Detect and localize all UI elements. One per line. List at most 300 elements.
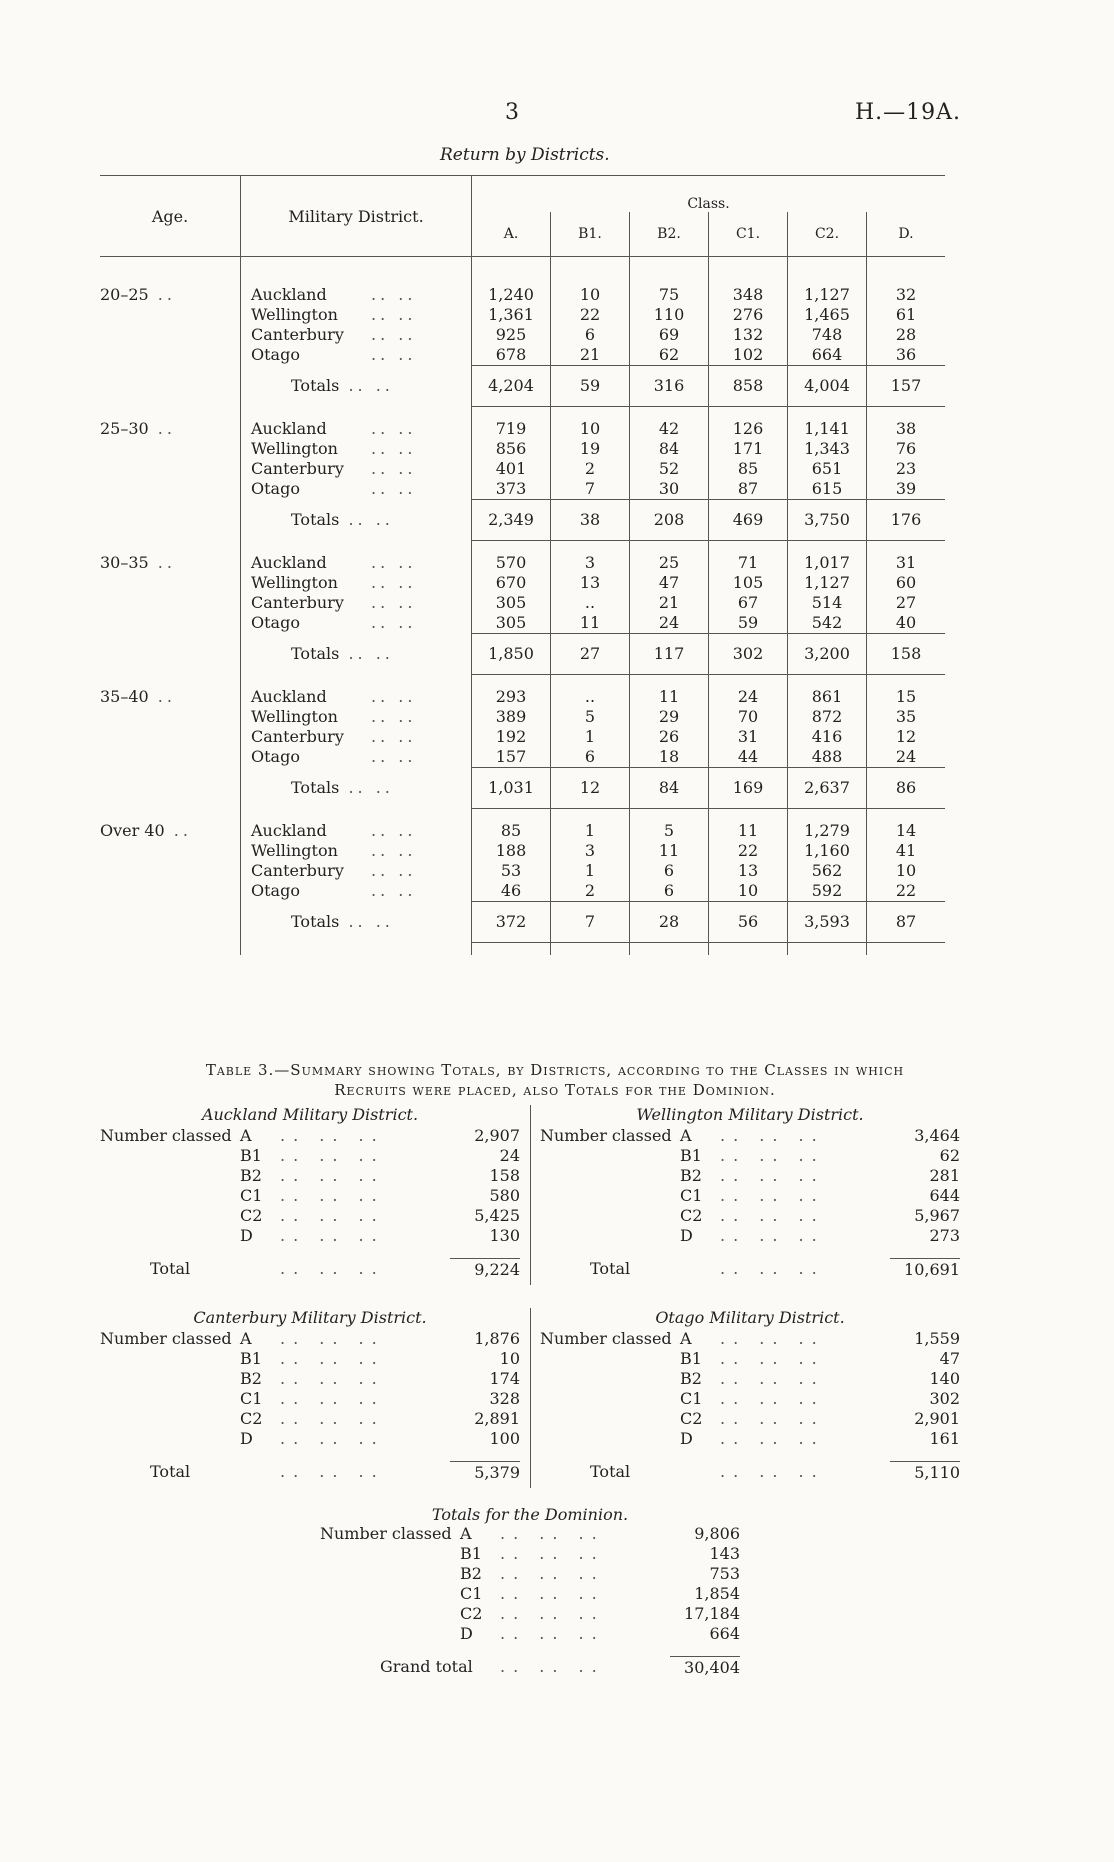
gap-row bbox=[100, 541, 945, 554]
district-cell bbox=[241, 707, 472, 727]
totals-value: 27 bbox=[551, 634, 630, 675]
grand-total-label: Grand total bbox=[380, 1657, 473, 1676]
value-cell: 348 bbox=[709, 285, 788, 305]
class-label: C1 bbox=[680, 1389, 703, 1408]
value-cell: 615 bbox=[788, 479, 867, 500]
value-cell: 5 bbox=[551, 707, 630, 727]
age-cell bbox=[100, 345, 241, 366]
table-row bbox=[100, 305, 945, 325]
value-cell: 10 bbox=[551, 285, 630, 305]
value-cell: 59 bbox=[709, 613, 788, 634]
value-cell: 373 bbox=[472, 479, 551, 500]
value-cell: 651 bbox=[788, 459, 867, 479]
age-cell bbox=[100, 707, 241, 727]
total-label: Total bbox=[590, 1462, 631, 1481]
table-row bbox=[100, 479, 945, 500]
number-classed-label bbox=[540, 1369, 680, 1389]
gap-cell bbox=[630, 809, 709, 822]
class-value: 100 bbox=[489, 1429, 520, 1448]
class-value: 281 bbox=[929, 1166, 960, 1185]
table-row bbox=[100, 861, 945, 881]
number-classed-label: Number classed bbox=[320, 1524, 452, 1543]
spacer-cell bbox=[788, 257, 867, 286]
gap-row bbox=[100, 943, 945, 956]
class-value: 5,967 bbox=[914, 1206, 960, 1225]
class-label: C2 bbox=[240, 1206, 263, 1225]
class-label: C2 bbox=[680, 1206, 703, 1225]
age-cell-empty bbox=[100, 634, 241, 675]
value-cell: 748 bbox=[788, 325, 867, 345]
summary-line bbox=[100, 1369, 520, 1389]
value-cell: 26 bbox=[630, 727, 709, 747]
age-cell bbox=[100, 439, 241, 459]
totals-value: 86 bbox=[867, 768, 946, 809]
value-cell: 3 bbox=[551, 553, 630, 573]
value-cell: 10 bbox=[867, 861, 946, 881]
summary-line bbox=[540, 1369, 960, 1389]
class-column-header: A. bbox=[472, 212, 551, 257]
value-cell: 24 bbox=[867, 747, 946, 768]
class-value: 580 bbox=[489, 1186, 520, 1205]
page-number: 3 bbox=[505, 100, 519, 125]
class-label: C1 bbox=[680, 1186, 703, 1205]
district-cell bbox=[241, 593, 472, 613]
class-label: B1 bbox=[680, 1146, 702, 1165]
summary-line bbox=[540, 1349, 960, 1369]
gap-cell bbox=[472, 541, 551, 554]
value-cell: 157 bbox=[472, 747, 551, 768]
value-cell: 389 bbox=[472, 707, 551, 727]
value-cell: 22 bbox=[867, 881, 946, 902]
grand-total-line bbox=[320, 1656, 740, 1678]
number-classed-label bbox=[540, 1429, 680, 1449]
value-cell: 11 bbox=[551, 613, 630, 634]
value-cell: 856 bbox=[472, 439, 551, 459]
summary-title bbox=[130, 1060, 980, 1100]
table-row bbox=[100, 841, 945, 861]
totals-label-cell bbox=[241, 500, 472, 541]
class-column-header: B2. bbox=[630, 212, 709, 257]
value-cell: 21 bbox=[630, 593, 709, 613]
number-classed-label bbox=[100, 1186, 240, 1206]
class-value: 664 bbox=[709, 1624, 740, 1643]
totals-value: 176 bbox=[867, 500, 946, 541]
district-name: Wellington bbox=[251, 841, 338, 860]
number-classed-label bbox=[320, 1624, 460, 1644]
value-cell: 42 bbox=[630, 419, 709, 439]
leader-dots: .. .. .. bbox=[280, 1429, 385, 1448]
class-label: B2 bbox=[460, 1564, 482, 1583]
totals-label: Totals bbox=[291, 509, 340, 529]
dominion-line bbox=[320, 1524, 740, 1544]
leader-dots: .. .. bbox=[371, 593, 417, 612]
value-cell: 85 bbox=[472, 821, 551, 841]
leader-dots: .. .. .. bbox=[720, 1186, 825, 1205]
district-cell bbox=[241, 841, 472, 861]
district-cell bbox=[241, 345, 472, 366]
summary-title-line2: Recruits were placed, also Totals for the Dominion. bbox=[334, 1081, 776, 1099]
class-value: 273 bbox=[929, 1226, 960, 1245]
gap-cell bbox=[788, 407, 867, 420]
class-value: 17,184 bbox=[684, 1604, 740, 1623]
number-classed-label bbox=[100, 1429, 240, 1449]
class-label: B1 bbox=[680, 1349, 702, 1368]
district-name: Otago bbox=[251, 613, 300, 632]
leader-dots: .. .. .. bbox=[720, 1409, 825, 1428]
value-cell: 85 bbox=[709, 459, 788, 479]
gap-cell bbox=[241, 809, 472, 822]
value-cell: 32 bbox=[867, 285, 946, 305]
class-label: D bbox=[460, 1624, 473, 1643]
leader-dots: .. .. .. bbox=[280, 1462, 385, 1481]
spacer-cell bbox=[100, 257, 241, 286]
summary-line bbox=[100, 1126, 520, 1146]
gap-cell bbox=[241, 943, 472, 956]
leader-dots: .. .. .. bbox=[280, 1349, 385, 1368]
summary-line bbox=[100, 1206, 520, 1226]
value-cell: 23 bbox=[867, 459, 946, 479]
value-cell: 872 bbox=[788, 707, 867, 727]
leader-dots: .. .. .. bbox=[720, 1146, 825, 1165]
gap-cell bbox=[867, 809, 946, 822]
value-cell: 664 bbox=[788, 345, 867, 366]
district-name: Otago bbox=[251, 747, 300, 766]
value-cell: 110 bbox=[630, 305, 709, 325]
summary-line bbox=[100, 1166, 520, 1186]
table-row bbox=[100, 727, 945, 747]
summary-line bbox=[100, 1349, 520, 1369]
value-cell: 87 bbox=[709, 479, 788, 500]
value-cell: 1,127 bbox=[788, 285, 867, 305]
leader-dots: .. .. bbox=[339, 375, 394, 395]
leader-dots: .. .. .. bbox=[720, 1126, 825, 1145]
leader-dots: .. .. .. bbox=[280, 1146, 385, 1165]
leader-dots: .. .. .. bbox=[280, 1259, 385, 1278]
class-value: 24 bbox=[499, 1146, 520, 1165]
totals-value: 316 bbox=[630, 366, 709, 407]
totals-value: 158 bbox=[867, 634, 946, 675]
class-column-header: C2. bbox=[788, 212, 867, 257]
value-cell: 84 bbox=[630, 439, 709, 459]
gap-cell bbox=[472, 943, 551, 956]
spacer-cell bbox=[551, 257, 630, 286]
district-name: Auckland Military District. bbox=[201, 1105, 419, 1124]
class-value: 158 bbox=[489, 1166, 520, 1185]
gap-cell bbox=[630, 407, 709, 420]
class-value: 143 bbox=[709, 1544, 740, 1563]
value-cell: 12 bbox=[867, 727, 946, 747]
page-reference: H.—19A. bbox=[855, 100, 962, 125]
totals-value: 4,004 bbox=[788, 366, 867, 407]
number-classed-label bbox=[100, 1166, 240, 1186]
gap-cell bbox=[867, 541, 946, 554]
number-classed-label bbox=[540, 1389, 680, 1409]
value-cell: 2 bbox=[551, 459, 630, 479]
value-cell: 102 bbox=[709, 345, 788, 366]
class-label: C1 bbox=[240, 1389, 263, 1408]
district-name: Otago Military District. bbox=[655, 1308, 845, 1327]
leader-dots: .. bbox=[164, 821, 192, 840]
dominion-line bbox=[320, 1544, 740, 1564]
gap-cell bbox=[472, 809, 551, 822]
totals-value: 469 bbox=[709, 500, 788, 541]
table-row bbox=[100, 553, 945, 573]
number-classed-label bbox=[320, 1584, 460, 1604]
district-cell bbox=[241, 553, 472, 573]
district-name: Auckland bbox=[251, 285, 327, 304]
leader-dots: .. .. .. bbox=[720, 1462, 825, 1481]
district-cell bbox=[241, 459, 472, 479]
age-cell bbox=[100, 881, 241, 902]
totals-value: 12 bbox=[551, 768, 630, 809]
dominion-line bbox=[320, 1584, 740, 1604]
value-cell: 11 bbox=[630, 841, 709, 861]
district-name: Wellington bbox=[251, 573, 338, 592]
value-cell: 6 bbox=[551, 747, 630, 768]
gap-cell bbox=[241, 407, 472, 420]
age-cell-empty bbox=[100, 768, 241, 809]
leader-dots: .. .. .. bbox=[500, 1604, 605, 1623]
value-cell: 11 bbox=[630, 687, 709, 707]
value-cell: 30 bbox=[630, 479, 709, 500]
district-name: Auckland bbox=[251, 687, 327, 706]
leader-dots: .. .. .. bbox=[280, 1186, 385, 1205]
value-cell: 171 bbox=[709, 439, 788, 459]
class-value: 10 bbox=[499, 1349, 520, 1368]
value-cell: 10 bbox=[551, 419, 630, 439]
age-cell: 20–25 .. bbox=[100, 285, 176, 304]
summary-line bbox=[100, 1226, 520, 1246]
class-label: C2 bbox=[680, 1409, 703, 1428]
total-line bbox=[100, 1258, 520, 1280]
value-cell: 41 bbox=[867, 841, 946, 861]
age-cell bbox=[100, 861, 241, 881]
age-cell bbox=[100, 325, 241, 345]
leader-dots: .. .. .. bbox=[720, 1329, 825, 1348]
gap-cell bbox=[630, 675, 709, 688]
number-classed-label bbox=[320, 1564, 460, 1584]
value-cell: 570 bbox=[472, 553, 551, 573]
district-cell bbox=[241, 305, 472, 325]
leader-dots: .. .. .. bbox=[720, 1166, 825, 1185]
dominion-line bbox=[320, 1624, 740, 1644]
leader-dots: .. .. bbox=[371, 727, 417, 746]
value-cell: 53 bbox=[472, 861, 551, 881]
table-row bbox=[100, 573, 945, 593]
value-cell: 67 bbox=[709, 593, 788, 613]
totals-value: 38 bbox=[551, 500, 630, 541]
value-cell: 126 bbox=[709, 419, 788, 439]
age-cell: 25–30 .. bbox=[100, 419, 176, 438]
gap-cell bbox=[551, 675, 630, 688]
number-classed-label bbox=[100, 1349, 240, 1369]
return-title: Return by Districts. bbox=[440, 145, 610, 165]
value-cell: 5 bbox=[630, 821, 709, 841]
value-cell: 35 bbox=[867, 707, 946, 727]
age-cell bbox=[100, 593, 241, 613]
gap-cell bbox=[630, 943, 709, 956]
value-cell: 542 bbox=[788, 613, 867, 634]
total-label: Total bbox=[150, 1259, 191, 1278]
grand-total-value: 30,404 bbox=[670, 1656, 740, 1678]
summary-title-line1: Table 3.—Summary showing Totals, by Districts, according to the Classes in which bbox=[205, 1061, 905, 1079]
leader-dots: .. .. .. bbox=[280, 1369, 385, 1388]
age-cell bbox=[100, 727, 241, 747]
total-line bbox=[540, 1258, 960, 1280]
class-label: D bbox=[240, 1429, 253, 1448]
number-classed-label bbox=[540, 1146, 680, 1166]
class-value: 2,907 bbox=[474, 1126, 520, 1145]
value-cell: 25 bbox=[630, 553, 709, 573]
leader-dots: .. .. bbox=[339, 911, 394, 931]
value-cell: 1,141 bbox=[788, 419, 867, 439]
number-classed-label bbox=[100, 1369, 240, 1389]
leader-dots: .. .. bbox=[371, 747, 417, 766]
class-label: A bbox=[680, 1126, 692, 1145]
gap-cell bbox=[709, 809, 788, 822]
table-row bbox=[100, 687, 945, 707]
totals-value: 157 bbox=[867, 366, 946, 407]
spacer-cell bbox=[867, 257, 946, 286]
district-cell bbox=[241, 325, 472, 345]
number-classed-label: Number classed bbox=[100, 1329, 232, 1348]
district-name: Canterbury Military District. bbox=[193, 1308, 427, 1327]
leader-dots: .. .. .. bbox=[280, 1226, 385, 1245]
dominion-totals bbox=[320, 1505, 740, 1678]
summary-line bbox=[540, 1186, 960, 1206]
number-classed-label bbox=[540, 1186, 680, 1206]
age-cell bbox=[100, 613, 241, 634]
age-header: Age. bbox=[100, 176, 241, 257]
table-row bbox=[100, 593, 945, 613]
table-row bbox=[100, 419, 945, 439]
value-cell: 70 bbox=[709, 707, 788, 727]
class-label: A bbox=[240, 1329, 252, 1348]
spacer-cell bbox=[472, 257, 551, 286]
gap-cell bbox=[100, 943, 241, 956]
value-cell: 61 bbox=[867, 305, 946, 325]
value-cell: 1,465 bbox=[788, 305, 867, 325]
class-value: 62 bbox=[939, 1146, 960, 1165]
gap-cell bbox=[709, 541, 788, 554]
totals-value: 1,031 bbox=[472, 768, 551, 809]
leader-dots: .. .. bbox=[371, 439, 417, 458]
leader-dots: .. .. .. bbox=[280, 1389, 385, 1408]
number-classed-label bbox=[320, 1544, 460, 1564]
totals-value: 2,349 bbox=[472, 500, 551, 541]
totals-value: 28 bbox=[630, 902, 709, 943]
value-cell: 188 bbox=[472, 841, 551, 861]
totals-label-cell bbox=[241, 634, 472, 675]
class-label: B1 bbox=[240, 1349, 262, 1368]
gap-cell bbox=[551, 407, 630, 420]
value-cell: 1 bbox=[551, 727, 630, 747]
gap-cell bbox=[867, 675, 946, 688]
summary-line bbox=[540, 1126, 960, 1146]
leader-dots: .. .. .. bbox=[720, 1389, 825, 1408]
leader-dots: .. .. .. bbox=[720, 1206, 825, 1225]
leader-dots: .. .. .. bbox=[280, 1409, 385, 1428]
district-name: Canterbury bbox=[251, 325, 344, 344]
table-row bbox=[100, 747, 945, 768]
leader-dots: .. .. .. bbox=[500, 1564, 605, 1583]
district-name: Canterbury bbox=[251, 727, 344, 746]
value-cell: 6 bbox=[630, 861, 709, 881]
value-cell: 1,279 bbox=[788, 821, 867, 841]
value-cell: 13 bbox=[709, 861, 788, 881]
class-column-header: B1. bbox=[551, 212, 630, 257]
district-cell bbox=[241, 727, 472, 747]
summary-line bbox=[540, 1206, 960, 1226]
value-cell: 1,017 bbox=[788, 553, 867, 573]
age-cell: Over 40 .. bbox=[100, 821, 192, 840]
gap-cell bbox=[100, 809, 241, 822]
value-cell: 293 bbox=[472, 687, 551, 707]
age-cell bbox=[100, 747, 241, 768]
class-value: 1,876 bbox=[474, 1329, 520, 1348]
leader-dots: .. .. bbox=[339, 777, 394, 797]
district-return-table bbox=[100, 175, 945, 955]
class-value: 161 bbox=[929, 1429, 960, 1448]
spacer-cell bbox=[630, 257, 709, 286]
gap-cell bbox=[709, 407, 788, 420]
totals-value: 84 bbox=[630, 768, 709, 809]
class-value: 3,464 bbox=[914, 1126, 960, 1145]
gap-cell bbox=[241, 541, 472, 554]
class-value: 140 bbox=[929, 1369, 960, 1388]
district-cell bbox=[241, 821, 472, 841]
number-classed-label bbox=[100, 1409, 240, 1429]
summary-line bbox=[540, 1329, 960, 1349]
value-cell: 62 bbox=[630, 345, 709, 366]
value-cell: 15 bbox=[867, 687, 946, 707]
leader-dots: .. .. bbox=[371, 821, 417, 840]
totals-value: 56 bbox=[709, 902, 788, 943]
leader-dots: .. .. .. bbox=[720, 1349, 825, 1368]
summary-line bbox=[540, 1409, 960, 1429]
totals-value: 2,637 bbox=[788, 768, 867, 809]
leader-dots: .. .. bbox=[371, 881, 417, 900]
totals-value: 1,850 bbox=[472, 634, 551, 675]
totals-row bbox=[100, 500, 945, 541]
leader-dots: .. .. bbox=[371, 345, 417, 364]
class-label: B2 bbox=[240, 1369, 262, 1388]
district-name: Otago bbox=[251, 345, 300, 364]
leader-dots: .. .. .. bbox=[500, 1624, 605, 1643]
value-cell: 3 bbox=[551, 841, 630, 861]
gap-cell bbox=[241, 675, 472, 688]
value-cell: 27 bbox=[867, 593, 946, 613]
wellington-summary bbox=[540, 1105, 960, 1280]
leader-dots: .. .. .. bbox=[720, 1259, 825, 1278]
age-cell bbox=[100, 841, 241, 861]
number-classed-label bbox=[540, 1226, 680, 1246]
totals-value: 208 bbox=[630, 500, 709, 541]
district-name: Wellington bbox=[251, 305, 338, 324]
value-cell: 31 bbox=[709, 727, 788, 747]
leader-dots: .. .. bbox=[371, 305, 417, 324]
totals-value: 87 bbox=[867, 902, 946, 943]
leader-dots: .. bbox=[148, 419, 176, 438]
value-cell: 592 bbox=[788, 881, 867, 902]
gap-cell bbox=[788, 541, 867, 554]
value-cell: 69 bbox=[630, 325, 709, 345]
gap-cell bbox=[788, 675, 867, 688]
value-cell: 1,127 bbox=[788, 573, 867, 593]
district-header: Military District. bbox=[241, 176, 472, 257]
gap-cell bbox=[709, 675, 788, 688]
gap-cell bbox=[472, 675, 551, 688]
